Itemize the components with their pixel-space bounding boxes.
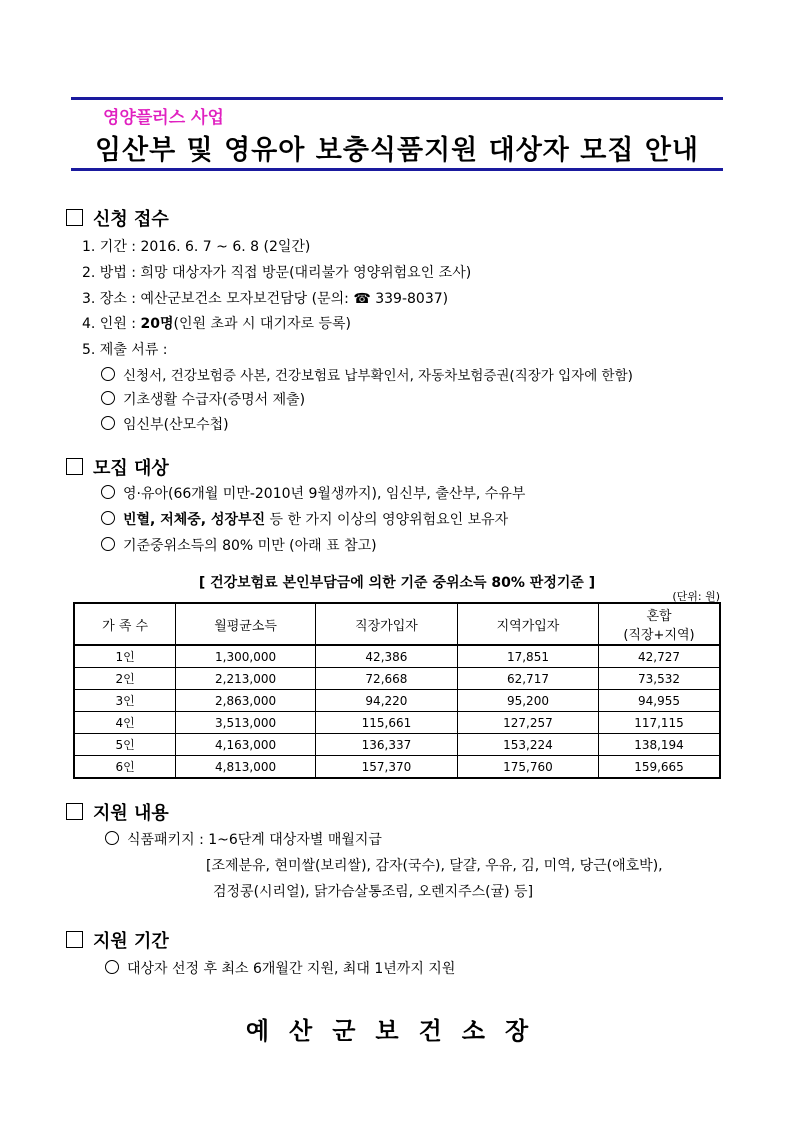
checkbox-square-icon	[66, 931, 83, 948]
circle-bullet-icon	[105, 960, 119, 974]
subtitle: 영양플러스 사업	[103, 108, 224, 128]
cell: 153,224	[457, 734, 598, 756]
table-header-row	[74, 603, 720, 645]
page-title: 임산부 및 영유아 보충식품지원 대상자 모집 안내	[94, 135, 700, 166]
cell: 1인	[74, 645, 176, 668]
cell: 3인	[74, 690, 176, 712]
documents-line: 5. 제출 서류 :	[82, 342, 168, 358]
cell: 42,386	[315, 645, 457, 668]
col-header: 월평균소득	[176, 603, 316, 645]
cell: 17,851	[457, 645, 598, 668]
table-unit: (단위: 원)	[672, 590, 720, 603]
cell: 5인	[74, 734, 176, 756]
circle-bullet-icon	[101, 485, 115, 499]
cell: 1,300,000	[176, 645, 316, 668]
section-period-heading: 지원 기간	[66, 927, 169, 953]
circle-bullet-icon	[101, 416, 115, 430]
cell: 138,194	[599, 734, 720, 756]
table-row	[74, 734, 720, 756]
checkbox-square-icon	[66, 803, 83, 820]
table-caption: [ 건강보험료 본인부담금에 의한 기준 중위소득 80% 판정기준 ]	[198, 575, 596, 591]
table-row	[74, 756, 720, 779]
circle-bullet-icon	[101, 391, 115, 405]
col-header: 지역가입자	[457, 603, 598, 645]
cell: 4,163,000	[176, 734, 316, 756]
cell: 62,717	[457, 668, 598, 690]
cell: 157,370	[315, 756, 457, 779]
quota-line: 4. 인원 : 20명(인원 초과 시 대기자로 등록)	[82, 316, 351, 332]
cell: 3,513,000	[176, 712, 316, 734]
cell: 2,863,000	[176, 690, 316, 712]
section-application-heading: 신청 접수	[66, 205, 169, 231]
circle-bullet-icon	[101, 367, 115, 381]
circle-bullet-icon	[101, 537, 115, 551]
bottom-rule	[71, 168, 723, 171]
cell: 95,200	[457, 690, 598, 712]
income-criteria-table	[73, 602, 721, 779]
period-line: 1. 기간 : 2016. 6. 7 ~ 6. 8 (2일간)	[82, 239, 311, 255]
food-list-line: 검정콩(시리얼), 닭가슴살통조림, 오렌지주스(귤) 등]	[213, 884, 534, 900]
table-row	[74, 712, 720, 734]
cell: 136,337	[315, 734, 457, 756]
doc-item: 신청서, 건강보험증 사본, 건강보험료 납부확인서, 자동차보험증권(직장가 입자에 한함)	[101, 364, 633, 384]
col-header: 가 족 수	[74, 603, 176, 645]
cell: 117,115	[599, 712, 720, 734]
cell: 2,213,000	[176, 668, 316, 690]
table-row	[74, 668, 720, 690]
top-rule	[71, 97, 723, 100]
cell: 72,668	[315, 668, 457, 690]
place-line: 3. 장소 : 예산군보건소 모자보건담당 (문의: ☎ 339-8037)	[82, 291, 449, 307]
section-target-heading: 모집 대상	[66, 454, 169, 480]
cell: 2인	[74, 668, 176, 690]
target-item: 영·유아(66개월 미만-2010년 9월생까지), 임신부, 출산부, 수유부	[101, 483, 525, 503]
doc-item: 임신부(산모수첩)	[101, 414, 229, 434]
method-line: 2. 방법 : 희망 대상자가 직접 방문(대리불가 영양위험요인 조사)	[82, 265, 472, 281]
target-item: 빈혈, 저체중, 성장부진 등 한 가지 이상의 영양위험요인 보유자	[101, 509, 508, 529]
cell: 6인	[74, 756, 176, 779]
checkbox-square-icon	[66, 458, 83, 475]
checkbox-square-icon	[66, 209, 83, 226]
cell: 4인	[74, 712, 176, 734]
target-item: 기준중위소득의 80% 미만 (아래 표 참고)	[101, 535, 377, 555]
cell: 94,955	[599, 690, 720, 712]
col-header-mixed: 혼합 (직장+지역)	[599, 603, 720, 645]
circle-bullet-icon	[101, 511, 115, 525]
cell: 42,727	[599, 645, 720, 668]
col-header: 직장가입자	[315, 603, 457, 645]
table-row	[74, 690, 720, 712]
section-support-heading: 지원 내용	[66, 799, 169, 825]
support-item: 식품패키지 : 1~6단계 대상자별 매월지급	[105, 829, 382, 849]
cell: 73,532	[599, 668, 720, 690]
cell: 4,813,000	[176, 756, 316, 779]
table-row	[74, 645, 720, 668]
cell: 94,220	[315, 690, 457, 712]
cell: 159,665	[599, 756, 720, 779]
cell: 127,257	[457, 712, 598, 734]
cell: 115,661	[315, 712, 457, 734]
issuer-signature: 예산군보건소장	[245, 1017, 549, 1045]
doc-item: 기초생활 수급자(증명서 제출)	[101, 389, 305, 409]
cell: 175,760	[457, 756, 598, 779]
quota-count: 20명	[140, 316, 174, 332]
food-list-line: [조제분유, 현미쌀(보리쌀), 감자(국수), 달걀, 우유, 김, 미역, 당근(애호박),	[206, 858, 663, 874]
circle-bullet-icon	[105, 831, 119, 845]
period-item: 대상자 선정 후 최소 6개월간 지원, 최대 1년까지 지원	[105, 958, 455, 978]
